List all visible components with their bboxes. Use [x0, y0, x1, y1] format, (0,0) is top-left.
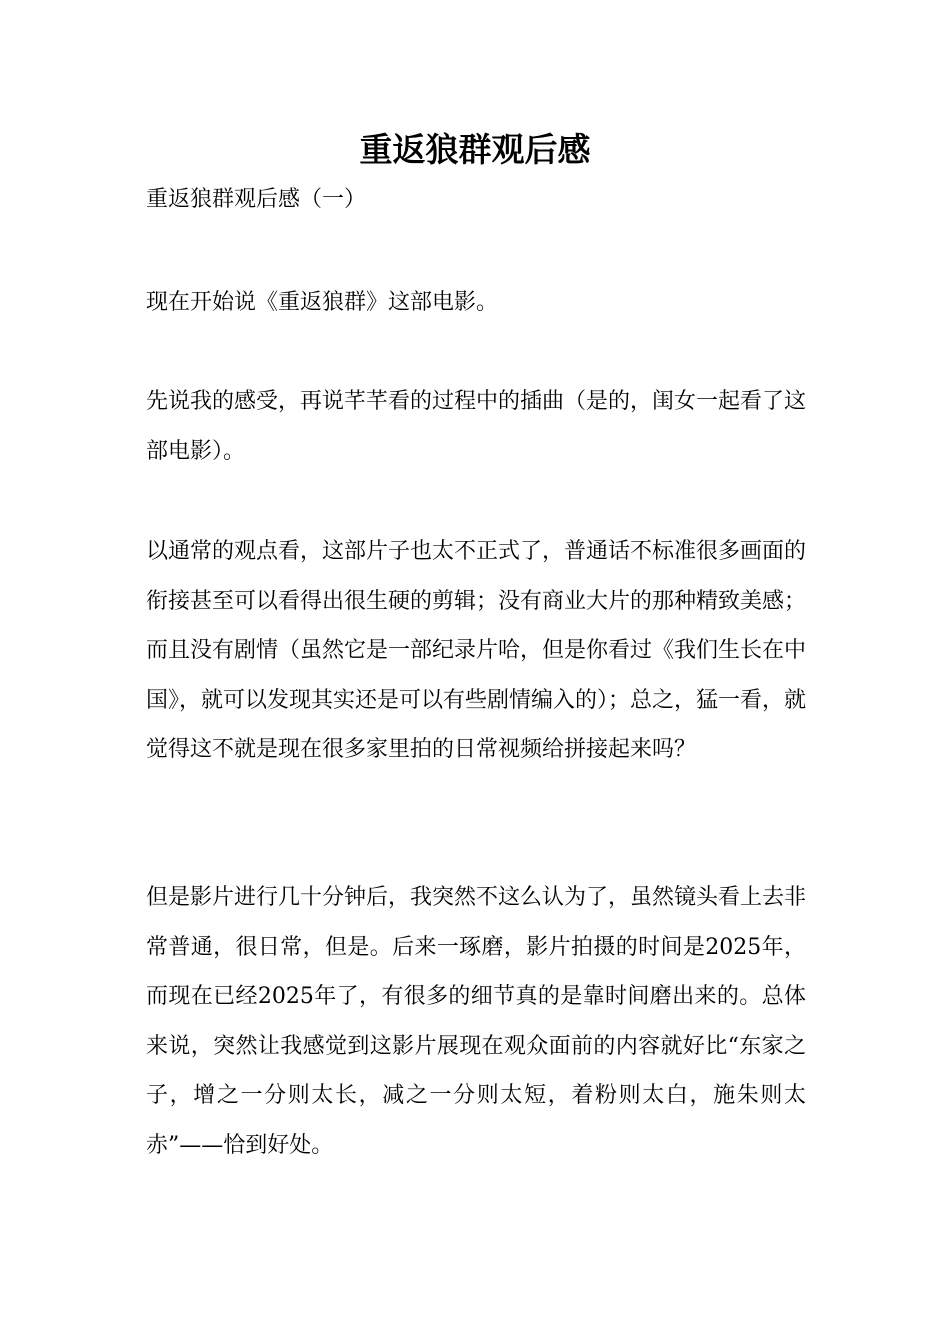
paragraph-4: 但是影片进行几十分钟后，我突然不这么认为了，虽然镜头看上去非常普通，很日常，但是。后来一琢磨，影片拍摄的时间是2025年，而现在已经2025年了，有很多的细节真的是靠时间磨出来的。总体来说，突然让我感觉到这影片展现在观众面前的内容就好比“东家之子，增之一分则太长，减之一分则太短，着粉则太白，施朱则太赤”——恰到好处。: [146, 885, 807, 1158]
document-subtitle: 重返狼群观后感（一）: [146, 187, 367, 212]
paragraph-3: 以通常的观点看，这部片子也太不正式了，普通话不标准很多画面的衔接甚至可以看得出很生硬的剪辑；没有商业大片的那种精致美感；而且没有剧情（虽然它是一部纪录片哈，但是你看过《我们生长在中国》，就可以发现其实还是可以有些剧情编入的）；总之，猛一看，就觉得这不就是现在很多家里拍的日常视频给拼接起来吗？: [146, 539, 807, 762]
paragraph-1: 现在开始说《重返狼群》这部电影。: [146, 290, 499, 315]
document-title: 重返狼群观后感: [359, 130, 591, 169]
paragraph-2: 先说我的感受，再说芊芊看的过程中的插曲（是的，闺女一起看了这部电影）。: [146, 389, 807, 464]
